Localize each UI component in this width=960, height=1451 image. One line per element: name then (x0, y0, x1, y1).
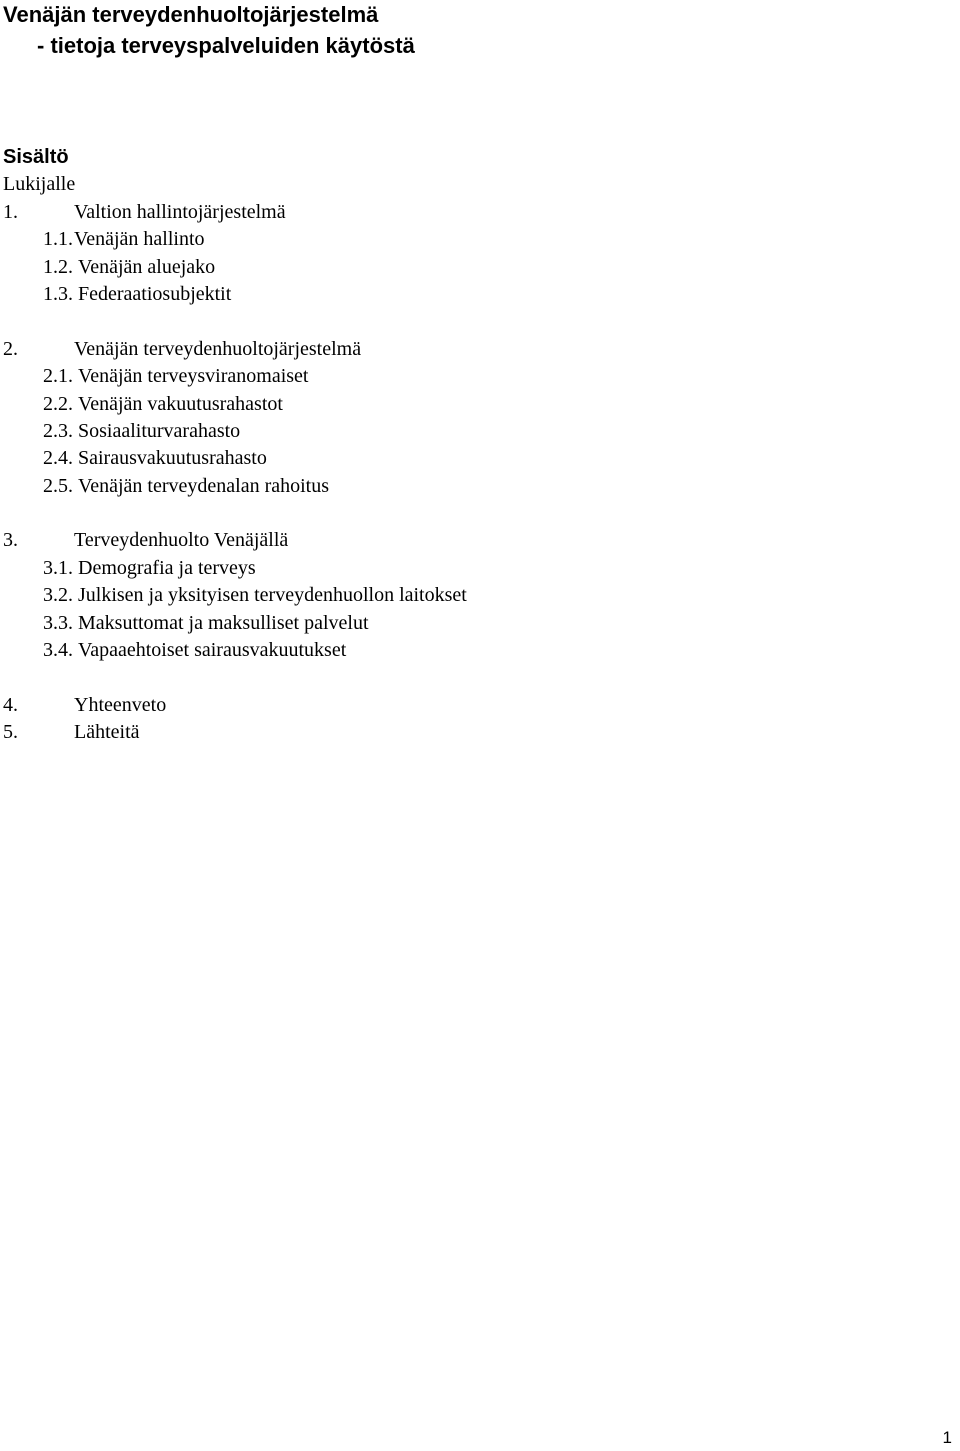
toc-item-2-3 (3, 418, 467, 445)
toc-item-number: 2.4. (43, 447, 73, 470)
toc-item-label: Demografia ja terveys (78, 556, 256, 579)
toc-item-number: 3.1. (43, 556, 73, 579)
toc-item-label: Venäjän terveydenalan rahoitus (78, 474, 330, 497)
table-of-contents (3, 144, 467, 747)
toc-item-label: Venäjän terveysviranomaiset (78, 365, 309, 388)
toc-section-number: 1. (3, 200, 18, 223)
toc-item-2-2 (3, 391, 467, 418)
toc-item-number: 2.5. (43, 474, 73, 497)
toc-item-1-2 (3, 254, 467, 281)
toc-item-3-2 (3, 582, 467, 609)
toc-item-label: Sosiaaliturvarahasto (78, 419, 241, 442)
toc-section-number: 3. (3, 529, 18, 552)
toc-item-number: 3.2. (43, 584, 73, 607)
toc-item-number: 2.1. (43, 365, 73, 388)
toc-section-label: Venäjän terveydenhuoltojärjestelmä (74, 337, 362, 360)
toc-heading: Sisältö (3, 146, 69, 168)
toc-section-label: Yhteenveto (74, 693, 167, 716)
toc-section-3 (3, 527, 467, 554)
toc-item-label: Venäjän aluejako (78, 255, 216, 278)
toc-item-number: 1.1. (43, 228, 73, 251)
toc-section-number: 4. (3, 693, 18, 716)
toc-item-label: Maksuttomat ja maksulliset palvelut (78, 611, 369, 634)
toc-item-3-1 (3, 555, 467, 582)
toc-item-label: Federaatiosubjektit (78, 282, 232, 305)
toc-section-number: 5. (3, 721, 18, 744)
toc-item-label: Vapaaehtoiset sairausvakuutukset (78, 639, 347, 662)
toc-item-number: 2.3. (43, 419, 73, 442)
toc-item-2-4 (3, 445, 467, 472)
toc-section-label: Valtion hallintojärjestelmä (74, 200, 286, 223)
toc-item-3-3 (3, 610, 467, 637)
toc-item-number: 3.4. (43, 639, 73, 662)
document-title-block (3, 0, 415, 60)
toc-item-number: 1.2. (43, 255, 73, 278)
toc-item-number: 1.3. (43, 282, 73, 305)
document-title: Venäjän terveydenhuoltojärjestelmä (3, 2, 379, 27)
toc-section-label: Lähteitä (74, 721, 140, 744)
toc-item-label: Julkisen ja yksityisen terveydenhuollon laitokset (78, 584, 467, 607)
toc-section-label: Terveydenhuolto Venäjällä (74, 529, 289, 552)
toc-section-2 (3, 336, 467, 363)
toc-item-2-5 (3, 473, 467, 500)
toc-item-number: 2.2. (43, 392, 73, 415)
toc-item-label: Venäjän hallinto (74, 228, 205, 251)
toc-entry-intro: Lukijalle (3, 173, 76, 196)
toc-item-3-4 (3, 637, 467, 664)
toc-item-1-3 (3, 281, 467, 308)
toc-item-2-1 (3, 363, 467, 390)
toc-item-1-1 (3, 226, 467, 253)
toc-section-5 (3, 719, 467, 746)
toc-item-label: Venäjän vakuutusrahastot (78, 392, 283, 415)
toc-section-1 (3, 199, 467, 226)
toc-section-4 (3, 692, 467, 719)
toc-item-number: 3.3. (43, 611, 73, 634)
document-subtitle: - tietoja terveyspalveluiden käytöstä (37, 33, 415, 58)
toc-item-label: Sairausvakuutusrahasto (78, 447, 267, 470)
page-number: 1 (942, 1428, 952, 1447)
toc-section-number: 2. (3, 337, 18, 360)
